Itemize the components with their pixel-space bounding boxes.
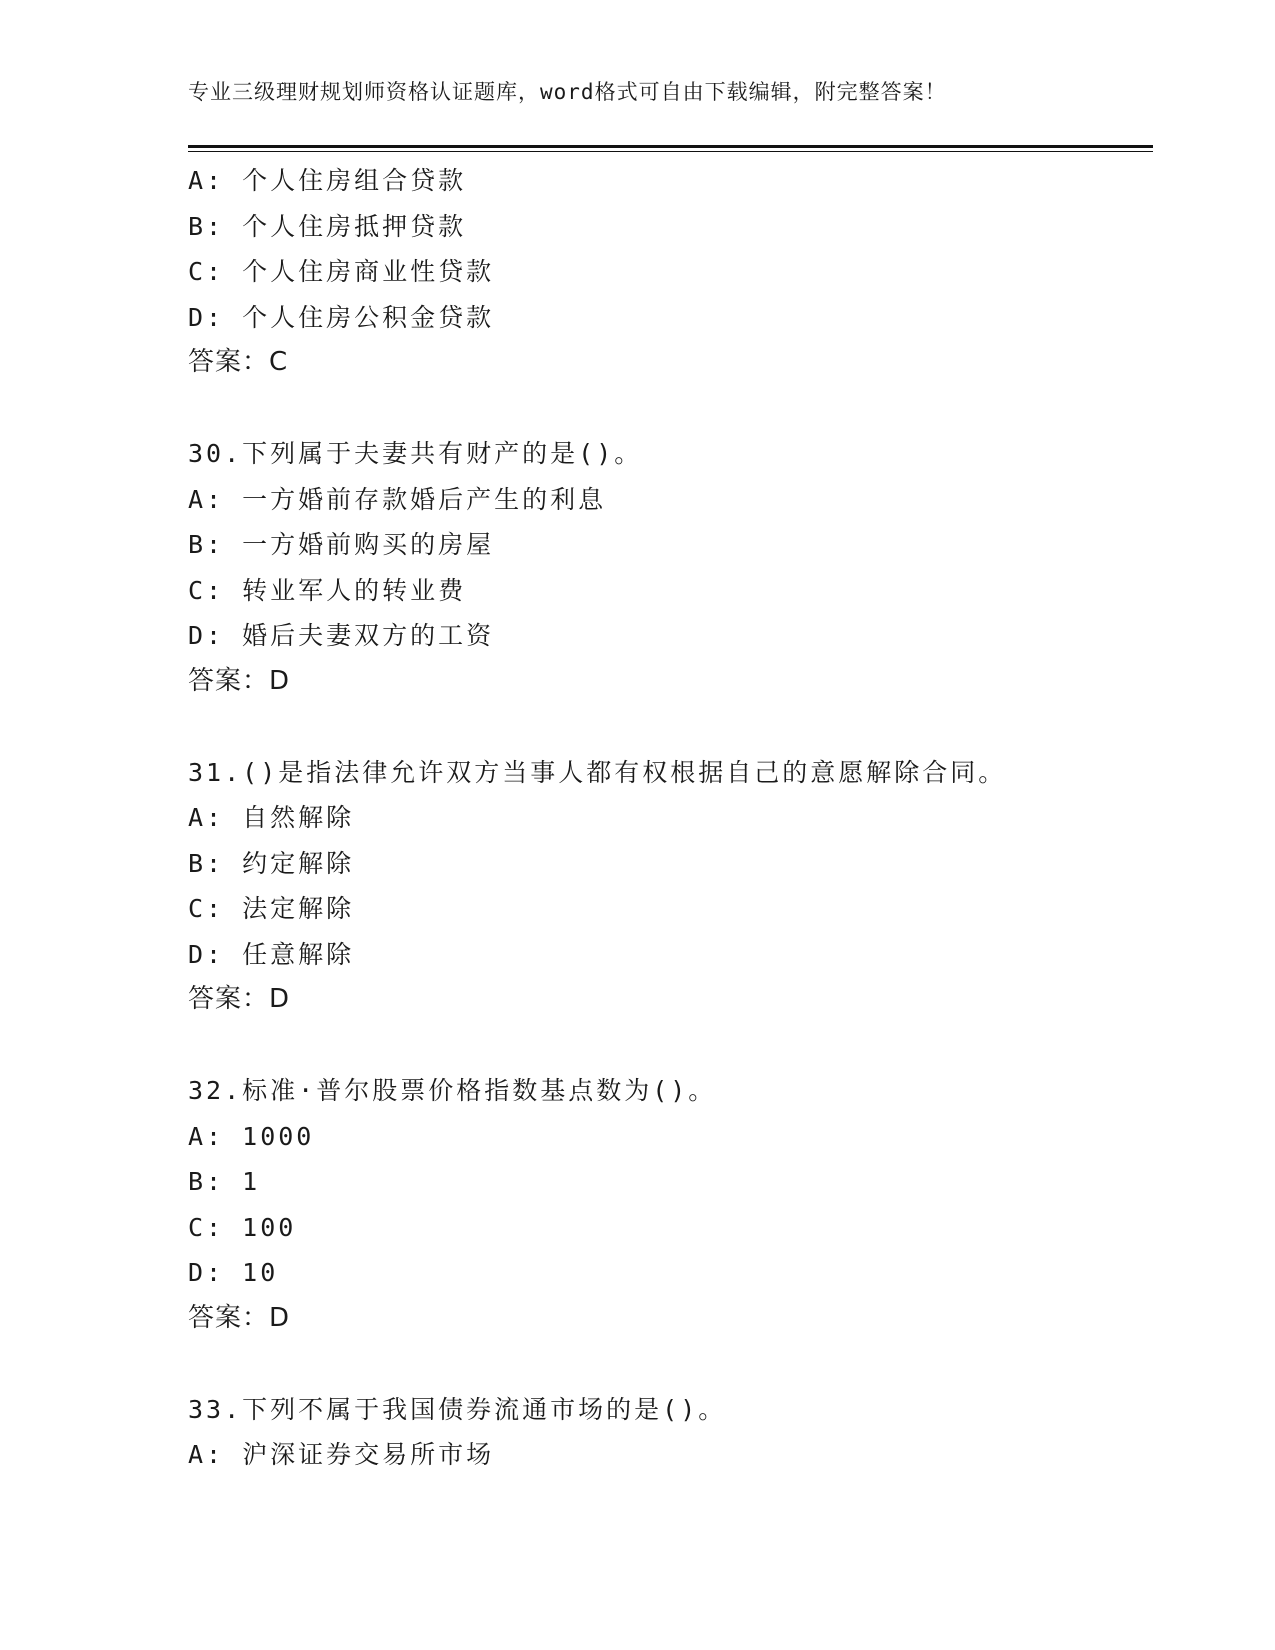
- question-stem: 32.标准·普尔股票价格指数基点数为()。: [188, 1076, 717, 1105]
- option-c: C: 个人住房商业性贷款: [188, 257, 495, 286]
- option-d: D: 婚后夫妻双方的工资: [188, 621, 495, 650]
- option-a: A: 沪深证券交易所市场: [188, 1440, 495, 1469]
- option-d: D: 任意解除: [188, 939, 355, 969]
- option-a: A: 一方婚前存款婚后产生的利息: [188, 484, 607, 514]
- page-header: 专业三级理财规划师资格认证题库，word格式可自由下载编辑，附完整答案！: [188, 80, 947, 104]
- option-d: D: 个人住房公积金贷款: [188, 302, 495, 332]
- option-c: C: 100: [188, 1212, 297, 1242]
- option-b: B: 约定解除: [188, 848, 355, 878]
- answer-line: 答案：C: [188, 347, 289, 377]
- question-block-32: [188, 1068, 1153, 1341]
- answer-line: 答案：D: [188, 1302, 291, 1333]
- option-a: A: 个人住房组合贷款: [188, 166, 467, 195]
- answer-line: 答案：D: [188, 984, 291, 1014]
- option-a: A: 自然解除: [188, 803, 355, 832]
- option-a: A: 1000: [188, 1121, 315, 1151]
- header-divider-thick: [188, 145, 1153, 148]
- question-stem: 31.()是指法律允许双方当事人都有权根据自己的意愿解除合同。: [188, 757, 1007, 787]
- question-stem: 33.下列不属于我国债券流通市场的是()。: [188, 1394, 727, 1424]
- question-block-33: [188, 1387, 1153, 1478]
- question-list: [188, 158, 1153, 1478]
- answer-line: 答案：D: [188, 665, 291, 696]
- spacer: [188, 1023, 1153, 1069]
- spacer: [188, 1341, 1153, 1387]
- question-block-prev: [188, 158, 1153, 386]
- question-stem: 30.下列属于夫妻共有财产的是()。: [188, 439, 643, 468]
- option-b: B: 1: [188, 1167, 261, 1196]
- spacer: [188, 386, 1153, 432]
- question-block-31: [188, 750, 1153, 1023]
- header-divider-thin: [188, 151, 1153, 152]
- option-d: D: 10: [188, 1258, 279, 1287]
- option-b: B: 一方婚前购买的房屋: [188, 530, 495, 559]
- option-c: C: 法定解除: [188, 894, 355, 923]
- option-c: C: 转业军人的转业费: [188, 575, 467, 605]
- option-b: B: 个人住房抵押贷款: [188, 211, 467, 241]
- question-block-30: [188, 431, 1153, 704]
- spacer: [188, 704, 1153, 750]
